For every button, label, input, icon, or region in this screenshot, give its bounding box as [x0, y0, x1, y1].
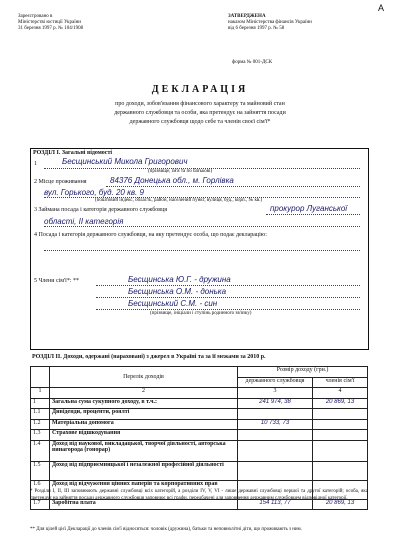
- row-value-self: [238, 430, 313, 441]
- address-line-1: 84376 Донецька обл., м. Горлівка: [110, 176, 234, 185]
- row-number: 1.7: [31, 499, 50, 510]
- address-line: [106, 186, 360, 187]
- registration-line: Зареєстровано в: [18, 14, 53, 19]
- document-subtitle: [0, 100, 400, 127]
- approval-note: [228, 14, 312, 31]
- position-line-2: області, II категорія: [44, 217, 124, 226]
- row-value-self: [238, 461, 313, 480]
- footnote-1: * Розділи І, ІІ, ІІІ заповнюють державні службовці всіх категорій, а розділи IV, V, VI - лише державні службовці першої та другої категорій; особа, яка претендує на зайняття посади державного службовця заповнює всі графи, передбачені для заповнення державним службовцем відповідної категорії.: [30, 489, 368, 502]
- family-hint: (прізвище, ініціали і ступінь родинного зв'язку): [150, 311, 252, 316]
- amount-header: Розмір доходу (грн.): [238, 367, 368, 378]
- row-label: Дивіденди, проценти, роялті: [50, 409, 238, 420]
- registration-line: 31 березня 1997 р. № 104/1908: [18, 25, 84, 31]
- family-line: [96, 297, 360, 298]
- family-member: Бесщинська О.М. - донька: [128, 287, 227, 296]
- table-row: [31, 430, 368, 441]
- row-value-self: 10 733, 73: [238, 419, 313, 430]
- row-value-self: 241 974, 38: [238, 398, 313, 409]
- family-header: членів сім'ї: [313, 377, 368, 388]
- row-label: Матеріальна допомога: [50, 419, 238, 430]
- row-3-label: 3 Займана посада і категорія державного службовця: [34, 207, 168, 213]
- row-5-label: 5 Члени сім'ї*: **: [34, 278, 80, 284]
- row-4-label: 4 Посада і категорія державного службовця, на яку претендує особа, що подає декларацію:: [34, 232, 267, 238]
- row-label: Доход від відчуження цінних паперів та корпоративних прав: [50, 480, 238, 499]
- row-value-family: [313, 419, 368, 430]
- position-line: [266, 214, 360, 215]
- row-number: 1.5: [31, 461, 50, 480]
- form-code: форма № 001-ДСК: [232, 60, 273, 65]
- table-row: [31, 398, 368, 409]
- row-label: Доход від підприємницької і незалежної професійної діяльності: [50, 461, 238, 480]
- subtitle-line: державного службовця щодо себе та членів своєї сім'ї*: [129, 119, 271, 125]
- section-2-heading: РОЗДІЛ ІІ. Доходи, одержані (нараховані) з джерел в Україні та за її межами за 2010 р.: [32, 354, 266, 360]
- row-value-self: [238, 440, 313, 461]
- row-2-label: 2 Місце проживання: [34, 179, 87, 185]
- row-number: 1.4: [31, 440, 50, 461]
- row-value-family: [313, 409, 368, 420]
- table-row: [31, 409, 368, 420]
- row-number: 1.3: [31, 430, 50, 441]
- self-header: державного службовця: [238, 377, 313, 388]
- row-value-family: [313, 461, 368, 480]
- address-hint: (поштовий індекс, область, район, населений пункт, вулиця, буд., корп., № кв.): [95, 198, 263, 203]
- declarant-name: Бесщинський Микола Григорович: [62, 157, 188, 166]
- document-title: ДЕКЛАРАЦІЯ: [151, 84, 249, 95]
- col-number: 4: [313, 388, 368, 399]
- family-line: [96, 285, 360, 286]
- col-number: 3: [238, 388, 313, 399]
- table-row: [31, 440, 368, 461]
- approval-line: наказом Міністерства фінансів України: [228, 19, 312, 25]
- position-line: [44, 226, 360, 227]
- approval-line: від 6 березня 1997 р. № 58: [228, 25, 285, 31]
- family-member: Бесщинський С.М. - син: [128, 299, 218, 308]
- row-number: 1: [31, 398, 50, 409]
- section-1-heading: РОЗДІЛ І. Загальні відомості: [33, 150, 113, 156]
- row-value-family: [313, 440, 368, 461]
- position-line-1: прокурор Луганської: [270, 204, 348, 213]
- table-row: [31, 419, 368, 430]
- family-member: Бесщинська Ю.Г. - дружина: [128, 275, 231, 284]
- subtitle-line: державного службовця та особи, яка претендує на зайняття посади: [114, 110, 286, 116]
- name-hint: (прізвище, ім'я та по батькові): [148, 169, 213, 174]
- address-line-2: вул. Горького, буд. 20 кв. 9: [44, 188, 144, 197]
- row-number: 1.6: [31, 480, 50, 499]
- family-line: [96, 309, 360, 310]
- target-position-line: [44, 250, 360, 251]
- row-label: Заробітна плата: [50, 499, 238, 510]
- row-label: Загальна сума сукупного доходу, в т.ч.:: [50, 398, 238, 409]
- registration-line: Міністерстві юстиції України: [18, 19, 81, 25]
- col-number: 2: [50, 388, 238, 399]
- row-number: 1.2: [31, 419, 50, 430]
- row-value-self: 154 113, 77: [238, 499, 313, 510]
- num-header-cell: [31, 367, 50, 388]
- subtitle-line: про доходи, зобов'язання фінансового характеру та майновий стан: [115, 101, 285, 107]
- row-value-self: [238, 409, 313, 420]
- row-number: 1.1: [31, 409, 50, 420]
- row-label: Доход від наукової, викладацької, творчої діяльності, авторська винагорода (гонорар): [50, 440, 238, 461]
- footnote-2: ** Для цілей цієї Декларації до членів сім'ї відносяться: чоловік (дружина), батьки та неповнолітні діти, що проживають з ним.: [30, 527, 302, 532]
- row-value-family: [313, 430, 368, 441]
- col-number: 1: [31, 388, 50, 399]
- corner-mark: A: [378, 3, 385, 13]
- table-row: [31, 461, 368, 480]
- registration-note: [18, 14, 83, 31]
- row-value-family: 20 869, 13: [313, 398, 368, 409]
- row-value-family: 20 869, 13: [313, 499, 368, 510]
- row-label: Страхове відшкодування: [50, 430, 238, 441]
- list-header: Перелік доходів: [50, 367, 238, 388]
- approval-line: ЗАТВЕРДЖЕНА: [228, 14, 266, 19]
- row-1-number: 1: [34, 161, 37, 167]
